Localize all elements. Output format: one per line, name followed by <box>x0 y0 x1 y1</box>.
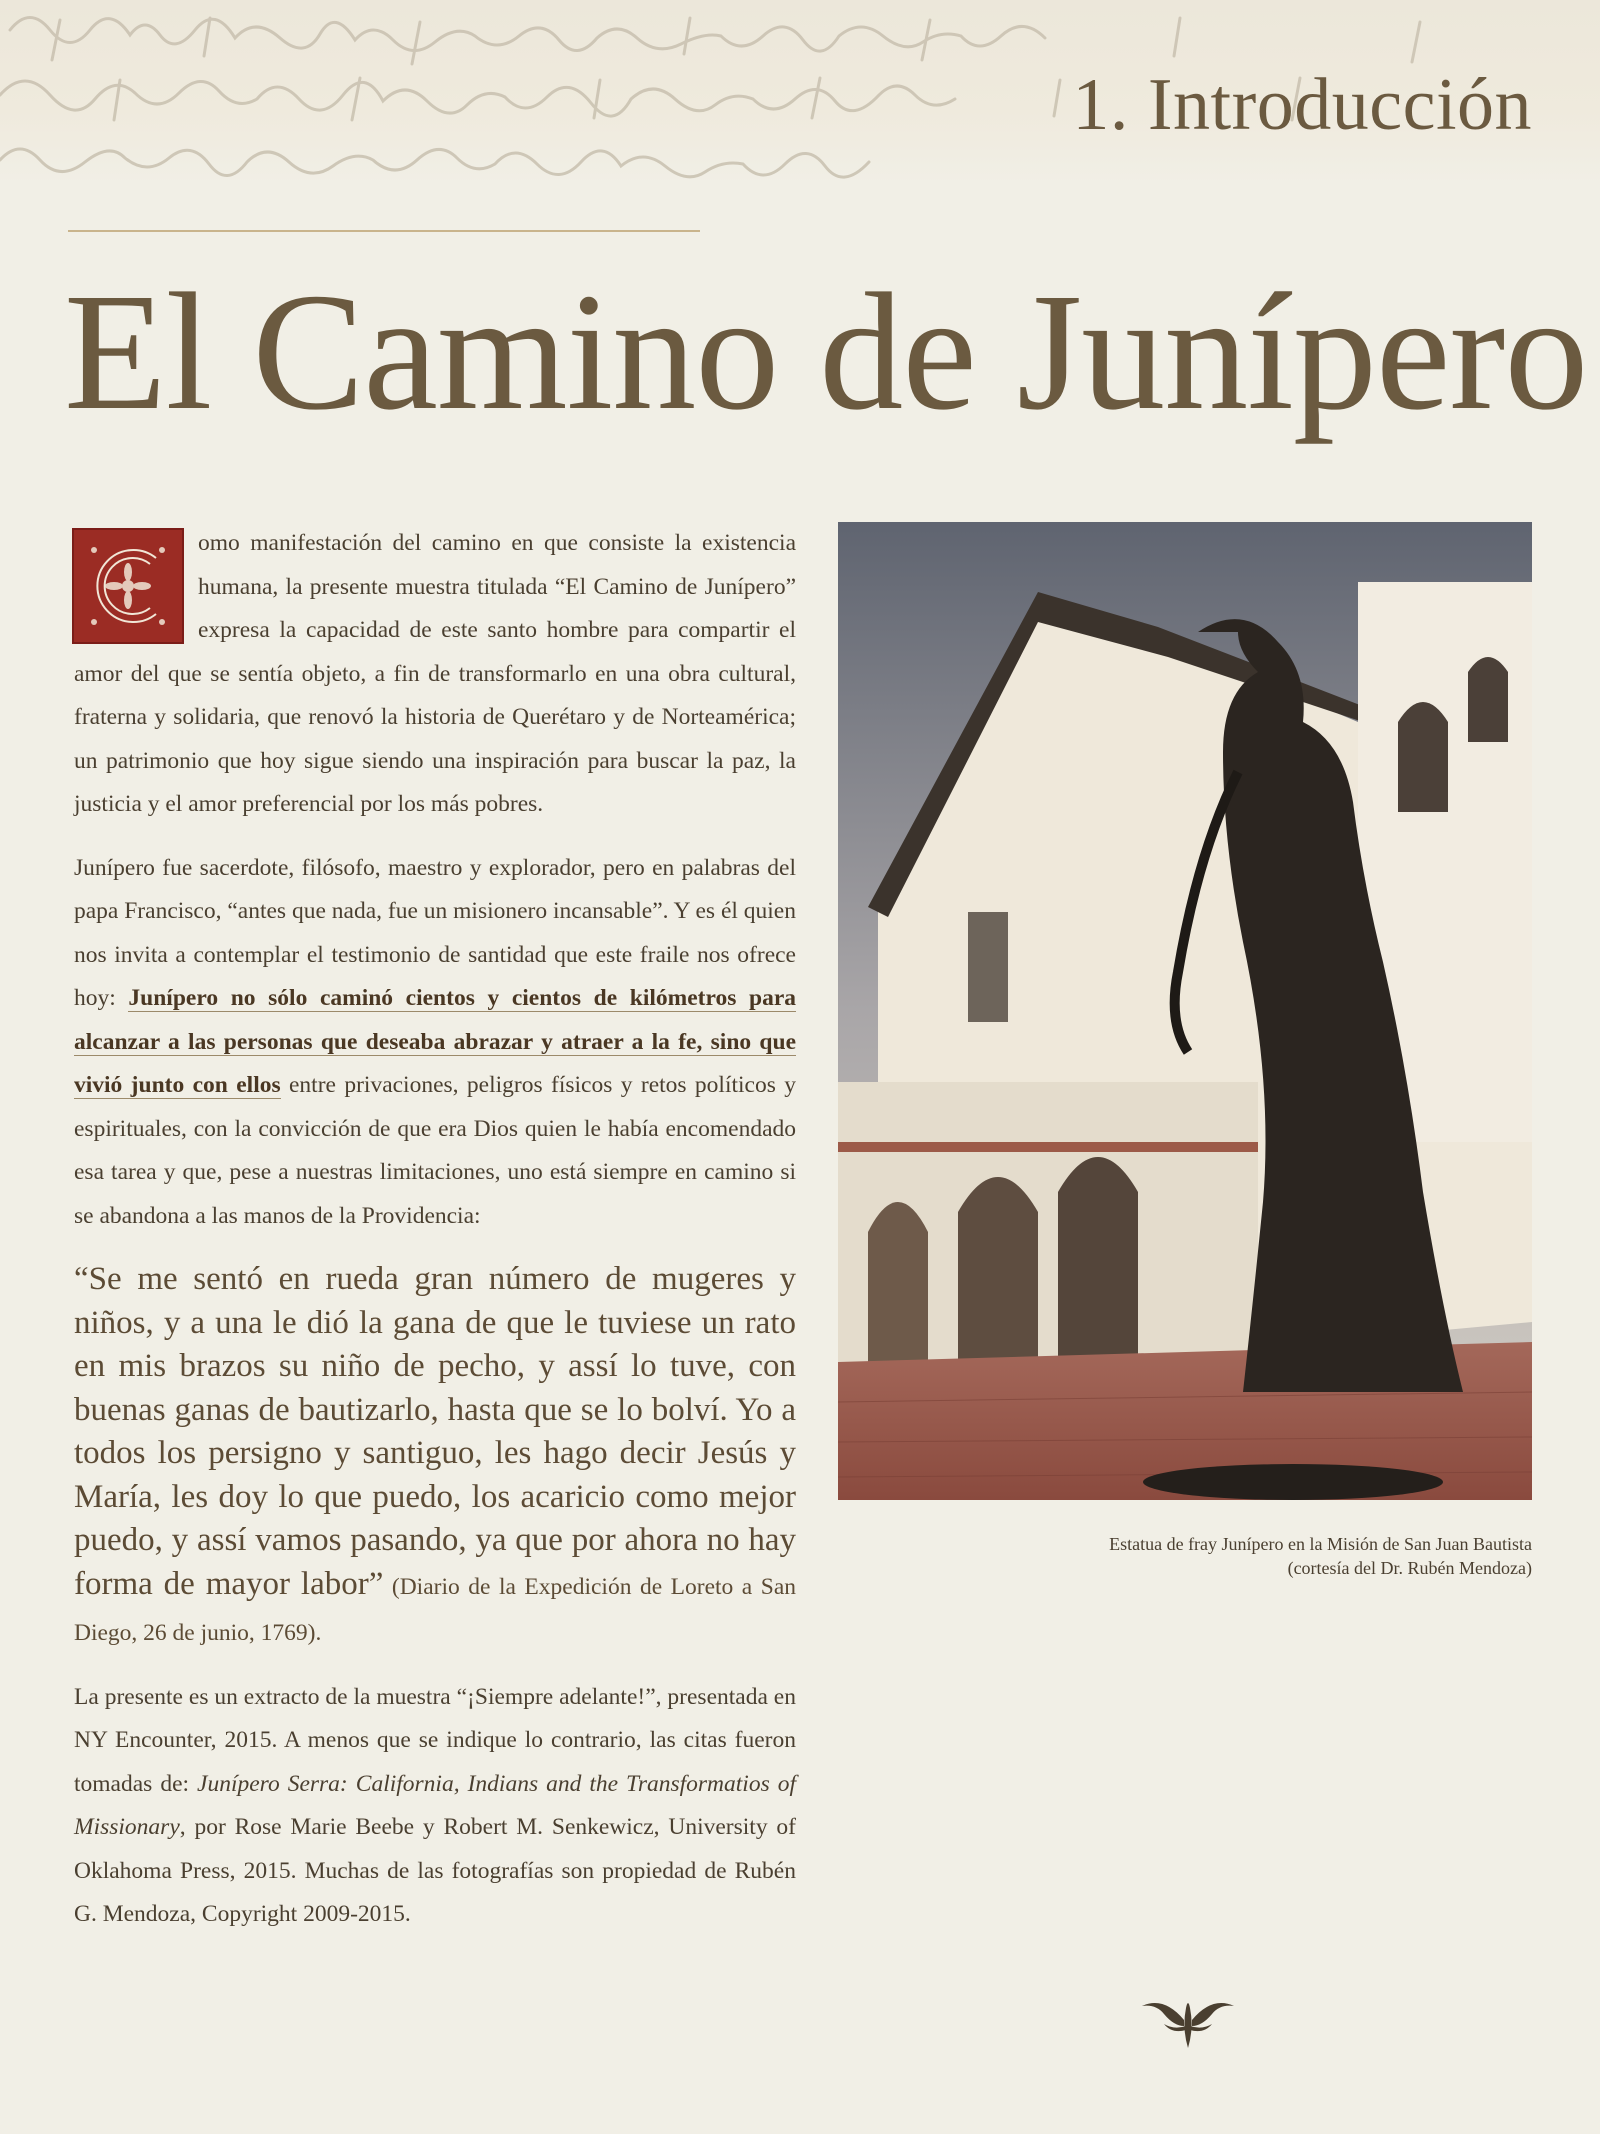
highlighted-statement: Junípero no sólo caminó cientos y cientos de kilómetros para alcanzar a las personas que deseaba abrazar y atraer a la fe, sino que vivió junto con ellos <box>74 985 796 1098</box>
floral-ornament-icon <box>74 530 182 642</box>
quote-source: (Diario de la Expedición de Loreto a San Diego, 26 de junio, 1769). <box>74 1573 797 1646</box>
statue-photo <box>838 522 1532 1500</box>
section-title: 1. Introducción <box>1072 64 1532 146</box>
second-paragraph-end: entre privaciones, peligros físicos y retos políticos y espirituales, con la convicción de que era Dios quien le había encomendado esa tarea y que, pese a nuestras limitaciones, uno está siempre en camino si se abandona a las manos de la Providencia: <box>74 1072 796 1229</box>
credits-paragraph <box>74 1676 796 1937</box>
second-paragraph <box>74 847 796 1239</box>
book-title: Junípero Serra: California, Indians and the Transformatios of Missionary <box>74 1770 797 1840</box>
page-title: El Camino de Junípero <box>64 259 1588 445</box>
photo-caption <box>932 1532 1532 1580</box>
drop-cap <box>72 528 184 644</box>
intro-text: omo manifestación del camino en que consiste la existencia humana, la presente muestra titulada “El Camino de Junípero” expresa la capacidad de este santo hombre para compartir el amor del que se sentía objeto, a fin de transformarlo en una obra cultural, fraterna y solidaria, que renovó la historia de Querétaro y de Norteamérica; un patrimonio que hoy sigue siendo una inspiración para buscar la paz, la justicia y el amor preferencial por los más pobres. <box>74 530 796 817</box>
intro-paragraph <box>74 522 796 827</box>
quote-text: “Se me sentó en rueda gran número de mugeres y niños, y a una le dió la gana de que le tuviese un rato en mis brazos su niño de pecho, y assí lo tuve, con buenas ganas de bautizarlo, hasta que se lo bolví. Yo a todos los persigno y santiguo, les hago decir Jesús y María, les doy lo que puedo, los acaricio como mejor puedo, y assí vamos pasando, ya que por ahora no hay forma de mayor labor” <box>74 1261 796 1602</box>
title-divider <box>68 230 700 232</box>
serra-quote <box>74 1258 796 1656</box>
credits-text-start: La presente es un extracto de la muestra “¡Siempre adelante!”, presentada en NY Encounter, 2015. A menos que se indique lo contrario, las citas fueron tomadas de: <box>74 1683 796 1797</box>
caption-line-1: Estatua de fray Junípero en la Misión de San Juan Bautista <box>1109 1534 1532 1554</box>
body-text-column <box>74 522 796 1957</box>
credits-text-end: , por Rose Marie Beebe y Robert M. Senkewicz, University of Oklahoma Press, 2015. Muchas de las fotografías son propiedad de Rubén G. Mendoza, Copyright 2009-2015. <box>74 1814 796 1927</box>
manuscript-banner <box>0 0 1600 185</box>
caption-line-2: (cortesía del Dr. Rubén Mendoza) <box>1287 1558 1532 1578</box>
fleuron-ornament-icon <box>1138 1990 1238 2050</box>
second-paragraph-start: Junípero fue sacerdote, filósofo, maestro y explorador, pero en palabras del papa Francisco, “antes que nada, fue un misionero incansable”. Y es él quien nos invita a contemplar el testimonio de santidad que este fraile nos ofrece hoy: <box>74 854 796 1011</box>
mission-statue-image <box>838 522 1532 1500</box>
